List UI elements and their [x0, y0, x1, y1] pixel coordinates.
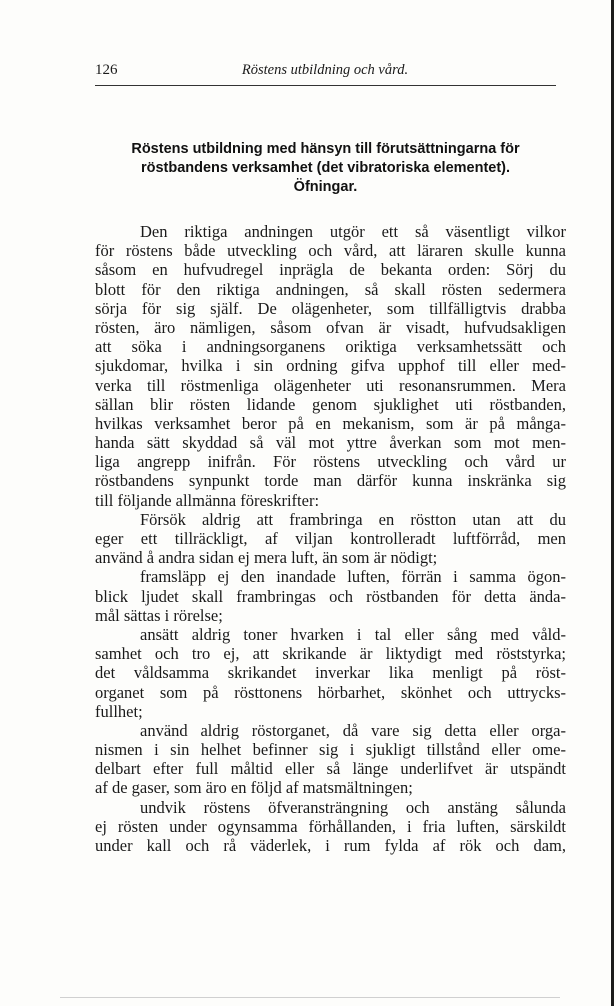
text-line: samhet och tro ej, att skrikande är liktydigt med röststyrka;: [95, 644, 566, 664]
text-line: det våldsamma skrikandet inverkar lika menligt på röst-: [95, 663, 566, 683]
text-line: verka till röstmenliga olägenheter uti resonansrummen. Mera: [95, 375, 566, 395]
text-line: undvik röstens öfveransträngning och anstäng sålunda: [140, 797, 566, 817]
text-line: mål sättas i rörelse;: [95, 605, 223, 625]
text-line: att söka i andningsorganens oriktiga verksamhetssätt och: [95, 337, 566, 357]
text-line: sjukdomar, hvilka i sin ordning gifva upphof till eller med-: [95, 356, 566, 376]
heading-line: röstbandens verksamhet (det vibratoriska elementet).: [140, 160, 511, 176]
text-line: röstbandens synpunkt torde man därför kunna inskränka sig: [95, 471, 566, 491]
header-rule: [95, 85, 556, 86]
text-line: organet som på rösttonens hörbarhet, skönhet och uttrycks-: [95, 682, 566, 702]
text-line: eger ett tillräckligt, af viljan kontrolleradt luftförråd, men: [95, 529, 566, 548]
text-line: rösten, äro nämligen, såsom ofvan är visadt, hufvudsakligen: [95, 317, 566, 337]
text-line: sällan blir rösten lidande genom sjuklighet uti röstbanden,: [95, 394, 566, 414]
text-line: fullhet;: [95, 701, 143, 721]
text-line: framsläpp ej den inandade luften, förrän i samma ögon-: [140, 567, 566, 587]
book-spine-edge: [611, 0, 614, 1006]
text-line: blott för den riktiga andningen, så skall rösten sedermera: [95, 279, 566, 299]
text-line: använd å andra sidan ej mera luft, än som är nödigt;: [95, 548, 438, 568]
page-number: 126: [95, 62, 118, 78]
text-line: liga angrepp inifrån. För röstens utveckling och vård ur: [95, 452, 566, 472]
text-line: blick ljudet skall frambringas och röstbanden för detta ända-: [95, 586, 566, 606]
text-line: delbart efter full måltid eller så länge underlifvet är utspändt: [95, 759, 566, 779]
heading-line: Öfningar.: [293, 179, 358, 195]
text-line: såsom en hufvudregel inprägla de bekanta orden: Sörj du: [95, 260, 566, 280]
text-line: under kall och rå väderlek, i rum fylda af rök och dam,: [95, 836, 566, 855]
text-line: till följande allmänna föreskrifter:: [95, 490, 320, 510]
text-line: ej rösten under ogynsamma förhållanden, i fria luften, särskildt: [95, 816, 566, 836]
text-line: ansätt aldrig toner hvarken i tal eller sång med våld-: [140, 624, 566, 644]
text-line: af de gaser, som äro en följd af matsmältningen;: [95, 778, 413, 798]
body-text: [95, 222, 566, 855]
heading-line: Röstens utbildning med hänsyn till förutsättningarna för: [131, 141, 520, 157]
text-line: Den riktiga andningen utgör ett så väsentligt vilkor: [140, 222, 566, 241]
text-line: sörja för sig själf. De olägenheter, som tillfälligtvis drabba: [95, 298, 566, 318]
section-heading: [95, 140, 556, 197]
text-line: använd aldrig röstorganet, då vare sig detta eller orga-: [140, 720, 566, 740]
running-title: Röstens utbildning och vård.: [241, 62, 409, 78]
page-header: [95, 62, 555, 82]
text-line: Försök aldrig att frambringa en röstton utan att du: [140, 509, 566, 529]
text-line: hvilkas verksamhet beror på en mekanism, som är på många-: [95, 413, 566, 433]
text-line: handa sätt skyddad så väl mot yttre åverkan som mot men-: [95, 433, 566, 453]
page-bottom-edge: [60, 997, 560, 998]
text-line: för röstens både utveckling och vård, att läraren skulle kunna: [95, 241, 566, 261]
text-line: nismen i sin helhet befinner sig i sjukligt tillstånd eller ome-: [95, 740, 566, 760]
